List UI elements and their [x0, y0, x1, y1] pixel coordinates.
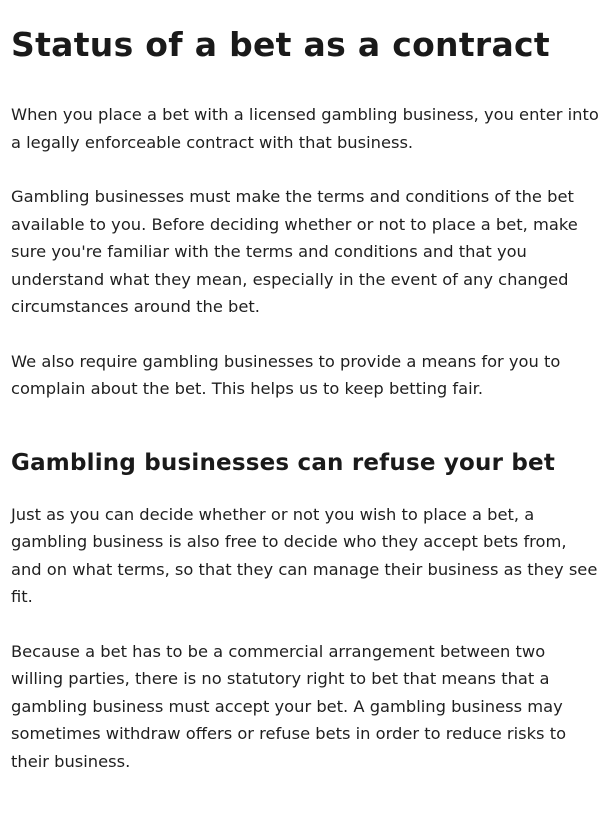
- section-heading-bet-as-contract: Status of a bet as a contract: [11, 25, 550, 64]
- paragraph-no-statutory-right: Because a bet has to be a commercial arrangement between two willing parties, there is no statutory right to bet that means that a gambling business must accept your bet. A gambling business may sometimes withdraw offers or refuse bets in order to reduce risks to their business.: [11, 641, 567, 771]
- section-refuse-bet: [11, 447, 601, 776]
- paragraph-contract-intro: When you place a bet with a licensed gambling business, you enter into a legally enforceable contract with that business.: [11, 105, 599, 152]
- section-bet-as-contract: [11, 24, 601, 403]
- paragraph-complaints: We also require gambling businesses to provide a means for you to complain about the bet. This helps us to keep betting fair.: [11, 351, 561, 398]
- paragraph-terms-and-conditions: Gambling businesses must make the terms and conditions of the bet available to you. Before deciding whether or not to place a bet, make sure you're familiar with the terms and conditions and that you understand what they mean, especially in the event of any changed circumstances around the bet.: [11, 187, 578, 316]
- paragraph-business-choice: Just as you can decide whether or not you wish to place a bet, a gambling business is also free to decide who they accept bets from, and on what terms, so that they can manage their business as they see fit.: [11, 504, 598, 606]
- section-heading-refuse-bet: Gambling businesses can refuse your bet: [11, 449, 556, 476]
- article-content: [0, 24, 601, 775]
